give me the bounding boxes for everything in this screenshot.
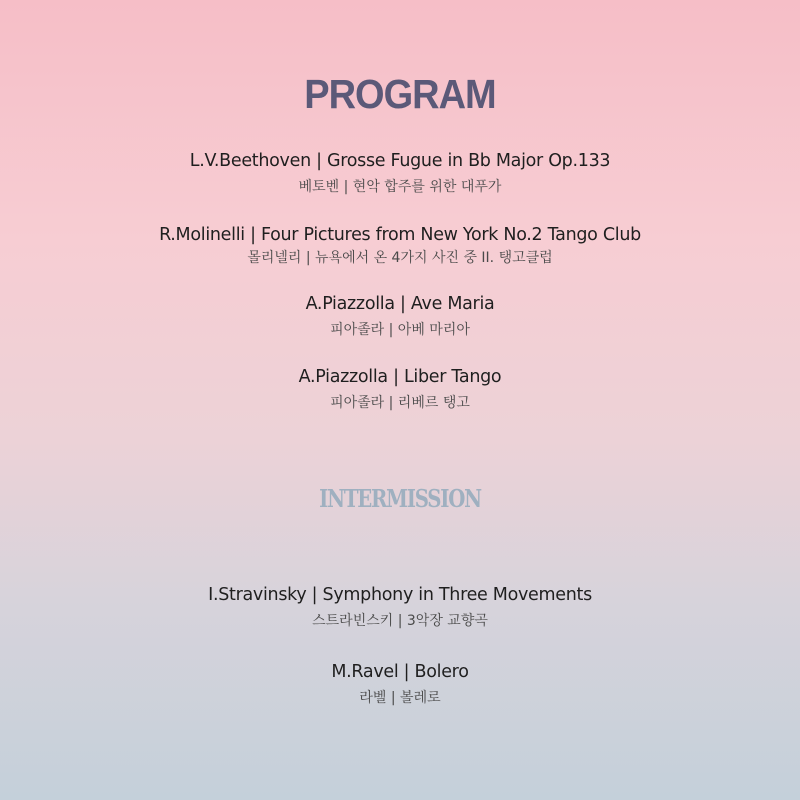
piece-title-ko: 베토벤 | 현악 합주를 위한 대푸가 (298, 179, 502, 195)
intermission-label: INTERMISSION (319, 484, 481, 513)
piece-title-en: L.V.Beethoven | Grosse Fugue in Bb Major Op.133 (189, 151, 611, 171)
program-item-stravinsky (0, 584, 800, 631)
piece-title-en: M.Ravel | Bolero (331, 662, 469, 682)
program-item-molinelli (0, 224, 800, 268)
program-item-beethoven (0, 150, 800, 197)
program-item-liber-tango (0, 366, 800, 413)
piece-title-en: I.Stravinsky | Symphony in Three Movements (208, 585, 592, 605)
piece-title-ko: 피아졸라 | 아베 마리아 (330, 322, 470, 338)
piece-title-ko: 라벨 | 볼레로 (359, 690, 441, 706)
piece-title-ko: 스트라빈스키 | 3악장 교향곡 (312, 613, 488, 629)
piece-title-ko: 몰리넬리 | 뉴욕에서 온 4가지 사진 중 II. 탱고클럽 (247, 250, 553, 266)
program-item-ravel (0, 661, 800, 708)
piece-title-en: R.Molinelli | Four Pictures from New York No.2 Tango Club (159, 225, 641, 245)
piece-title-en: A.Piazzolla | Liber Tango (298, 367, 502, 387)
program-title: PROGRAM (304, 72, 496, 118)
piece-title-en: A.Piazzolla | Ave Maria (305, 294, 495, 314)
program-item-ave-maria (0, 293, 800, 340)
piece-title-ko: 피아졸라 | 리베르 탱고 (330, 395, 470, 411)
